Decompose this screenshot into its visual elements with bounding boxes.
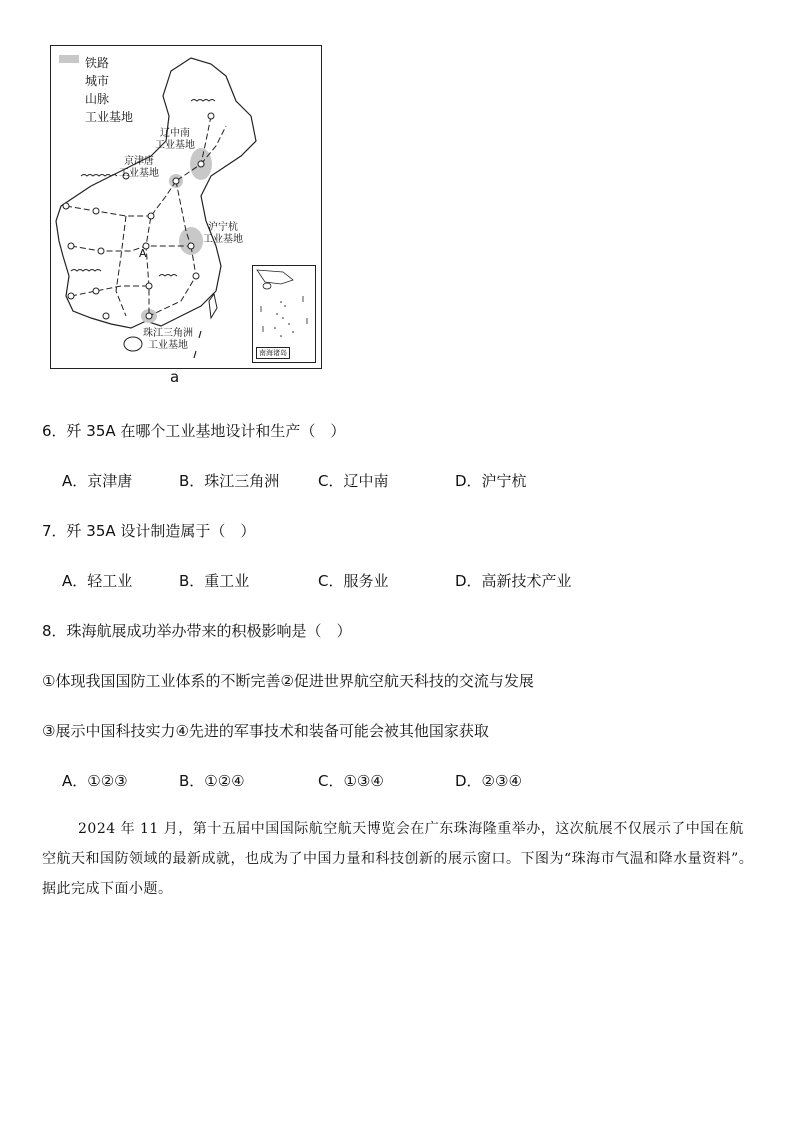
mountain-icon	[59, 93, 81, 105]
question-8-option-b[interactable]: B．①②④	[179, 772, 245, 790]
question-8-statement-line-1: ①体现我国国防工业体系的不断完善②促进世界航空航天科技的交流与发展	[42, 672, 534, 690]
label-jingjintang-suffix: 工业基地	[119, 168, 159, 179]
question-8-option-c[interactable]: C．①③④	[318, 772, 384, 790]
legend-industrial-base	[59, 108, 133, 126]
question-8-statement-line-2: ③展示中国科技实力④先进的军事技术和装备可能会被其他国家获取	[42, 722, 489, 740]
label-zhujiang-suffix: 工业基地	[148, 340, 188, 351]
passage-paragraph: 2024 年 11 月，第十五届中国国际航空航天博览会在广东珠海隆重举办，这次航展不仅展示了中国在航空航天和国防领域的最新成就，也成为了中国力量和科技创新的展示窗口。下图为“珠海市气温和降水量资料”。据此完成下面小题。	[42, 821, 754, 897]
figure-caption: a	[170, 368, 180, 386]
question-7-option-d[interactable]: D．高新技术产业	[455, 572, 572, 590]
huninghang-base-area	[179, 227, 203, 255]
label-huninghang-name: 沪宁杭	[208, 222, 238, 233]
label-point-a: A	[139, 247, 147, 260]
sea-boundary-dashes	[194, 331, 201, 358]
legend-mountain	[59, 90, 133, 108]
question-7-stem: 7．歼 35A 设计制造属于（ ）	[42, 522, 256, 540]
map-legend	[59, 54, 133, 126]
legend-railway-label: 铁路	[85, 56, 110, 70]
question-8-option-a[interactable]: A．①②③	[62, 772, 128, 790]
label-huninghang-suffix: 工业基地	[203, 234, 243, 245]
question-8-option-d[interactable]: D．②③④	[455, 772, 522, 790]
question-6-option-d[interactable]: D．沪宁杭	[455, 472, 527, 490]
question-7-option-a[interactable]: A．轻工业	[62, 572, 133, 590]
question-6-option-c[interactable]: C．辽中南	[318, 472, 389, 490]
label-zhujiang-name: 珠江三角洲	[143, 328, 193, 339]
hainan-island	[124, 337, 142, 351]
question-6-option-a[interactable]: A．京津唐	[62, 472, 133, 490]
china-industrial-base-map	[50, 45, 322, 369]
legend-city-label: 城市	[85, 74, 110, 88]
label-huninghang	[203, 222, 243, 246]
legend-city	[59, 72, 133, 90]
label-jingjintang-name: 京津唐	[124, 156, 154, 167]
inset-label: 南海诸岛	[256, 347, 290, 359]
industrial-base-swatch-icon	[59, 111, 81, 123]
question-6-stem: 6．歼 35A 在哪个工业基地设计和生产（ ）	[42, 422, 346, 440]
question-8-stem: 8．珠海航展成功举办带来的积极影响是（ ）	[42, 622, 352, 640]
label-liaozhongnan	[155, 128, 195, 152]
question-7-option-c[interactable]: C．服务业	[318, 572, 389, 590]
label-liaozhongnan-suffix: 工业基地	[155, 140, 195, 151]
legend-industrial-base-label: 工业基地	[85, 110, 134, 124]
question-7-option-b[interactable]: B．重工业	[179, 572, 250, 590]
label-zhujiang	[143, 328, 193, 352]
question-6-option-b[interactable]: B．珠江三角洲	[179, 472, 280, 490]
label-liaozhongnan-name: 辽中南	[160, 128, 190, 139]
south-china-sea-inset	[252, 265, 316, 363]
label-jingjintang	[119, 156, 159, 180]
city-dot-icon	[59, 75, 81, 87]
legend-mountain-label: 山脉	[85, 92, 110, 106]
